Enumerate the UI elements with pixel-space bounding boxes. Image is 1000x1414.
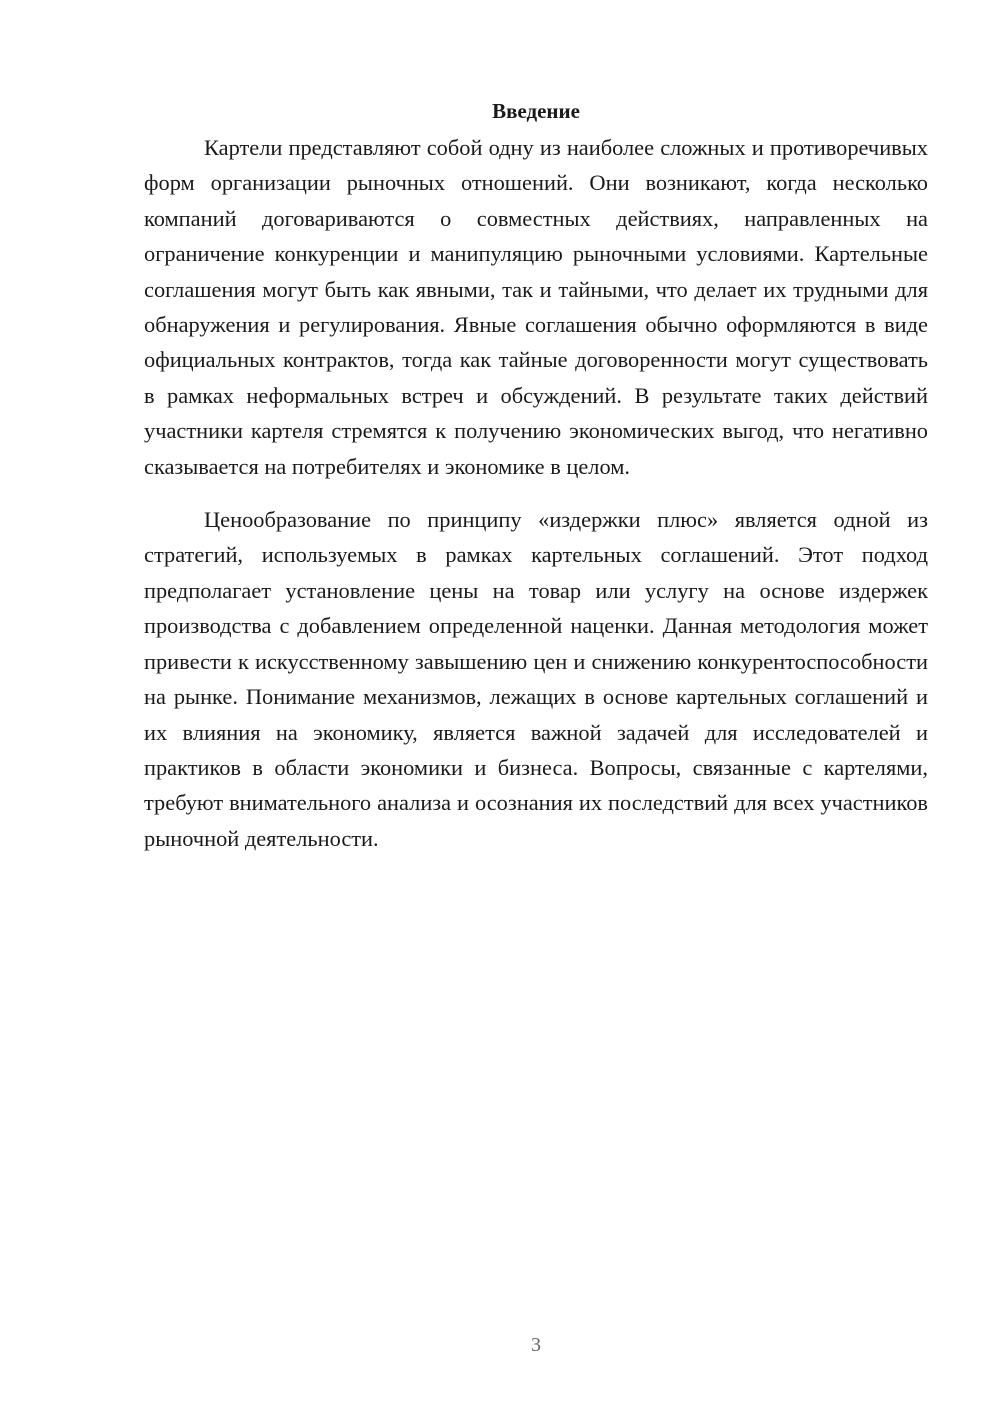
- paragraph-cost-plus-pricing: Ценообразование по принципу «издержки плюс» является одной из стратегий, используемых в рамках картельных соглашений. Этот подход предполагает установление цены на товар или услугу на основе издержек производства с добавлением определенной наценки. Данная методология может привести к искусственному завышению цен и снижению конкурентоспособности на рынке. Понимание механизмов, лежащих в основе картельных соглашений и их влияния на экономику, является важной задачей для исследователей и практиков в области экономики и бизнеса. Вопросы, связанные с картелями, требуют внимательного анализа и осознания их последствий для всех участников рыночной деятельности.: [144, 507, 928, 851]
- page-number: 3: [531, 1334, 541, 1356]
- paragraph-cartels-intro: Картели представляют собой одну из наиболее сложных и противоречивых форм организации рыночных отношений. Они возникают, когда несколько компаний договариваются о совместных действиях, направленных на ограничение конкуренции и манипуляцию рыночными условиями. Картельные соглашения могут быть как явными, так и тайными, что делает их трудными для обнаружения и регулирования. Явные соглашения обычно оформляются в виде официальных контрактов, тогда как тайные договоренности могут существовать в рамках неформальных встреч и обсуждений. В результате таких действий участники картеля стремятся к получению экономических выгод, что негативно сказывается на потребителях и экономике в целом.: [144, 135, 928, 479]
- section-heading: Введение: [492, 99, 580, 123]
- page-content: [144, 96, 928, 856]
